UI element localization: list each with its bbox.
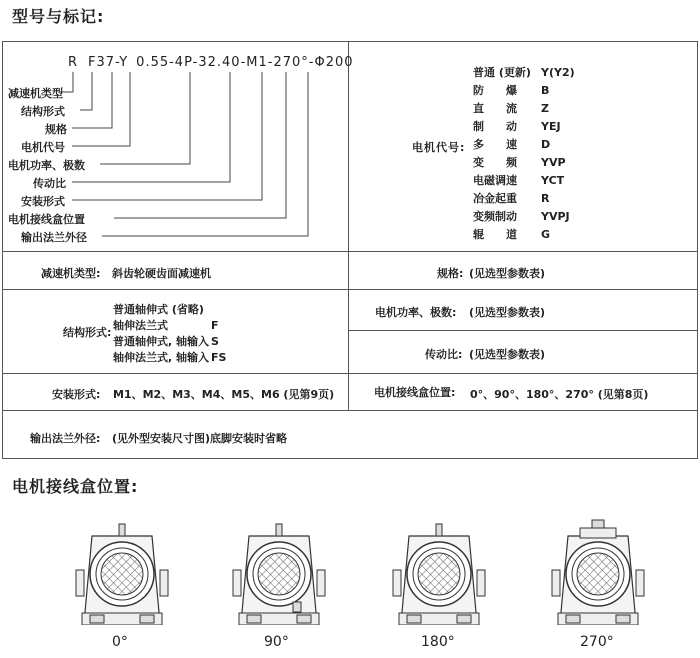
legend-flange: 输出法兰外径 [21,231,87,244]
box-value: 0°、90°、180°、270° (见第8页) [470,388,649,401]
code-part-mount: -M1 [240,55,268,70]
legend-box-position: 电机接线盒位置 [8,213,85,226]
legend-mount: 安装形式 [21,195,65,208]
ratio-value: (见选型参数表) [469,348,546,361]
section-title-terminal-box: 电机接线盒位置: [12,477,139,496]
motor-code: YEJ [541,120,561,133]
motor-name: 变频制动 [473,210,517,223]
motor-code: D [541,138,551,151]
motor-name: 制 动 [473,120,517,133]
structure-name: 轴伸法兰式, 轴输入 [113,351,210,364]
motor-name: 电磁调速 [473,174,517,187]
structure-list [113,301,226,365]
ratio-label: 传动比: [425,348,463,361]
motor-code: Z [541,102,549,115]
motor-code: YVP [541,156,566,169]
motor-code: YCT [541,174,565,187]
reducer-0 [76,524,168,625]
flange-value: (见外型安装尺寸图)底脚安装时省略 [112,432,288,445]
reducer-180 [393,524,485,625]
power-label: 电机功率、极数: [375,306,457,319]
motor-code: G [541,228,551,241]
structure-name: 轴伸法兰式 [113,319,168,332]
code-part-flange: -Φ200 [308,55,354,70]
motor-name: 变 频 [473,156,517,169]
position-label-180: 180° [421,634,455,650]
code-part-box: -270° [267,55,309,70]
structure-name: 普通轴伸式, 轴输入 [113,335,210,348]
type-value: 斜齿轮硬齿面减速机 [112,267,211,280]
flange-label: 输出法兰外径: [30,432,101,445]
motor-name: 多 速 [473,138,517,151]
power-value: (见选型参数表) [469,306,546,319]
position-label-0: 0° [112,634,128,650]
legend-type: 减速机类型 [8,87,63,100]
structure-code: FS [211,351,227,364]
motor-name: 冶金起重 [473,192,517,205]
box-label: 电机接线盒位置: [374,386,456,399]
position-label-270: 270° [580,634,614,650]
code-part-r: R [68,55,79,70]
structure-label: 结构形式: [63,326,112,339]
legend-motor-code: 电机代号 [21,141,65,154]
reducer-270 [552,520,644,625]
code-part-f: F [88,55,97,70]
mount-label: 安装形式: [52,388,101,401]
legend-ratio: 传动比 [33,177,66,190]
spec-label: 规格: [437,267,464,280]
motor-name: 辊 道 [473,228,517,241]
legend-power: 电机功率、极数 [8,159,85,172]
section-title-model: 型号与标记: [12,7,105,26]
motor-code: B [541,84,550,97]
motor-code-list [473,64,575,244]
legend-spec: 规格 [45,123,67,136]
mount-value: M1、M2、M3、M4、M5、M6 (见第9页) [113,388,335,401]
structure-name: 普通轴伸式 (省略) [113,303,204,316]
code-part-power: 0.55-4P [136,55,193,70]
code-part-ratio: -32.40 [192,55,241,70]
terminal-box-drawings [0,505,700,625]
structure-code: S [211,335,219,348]
position-label-90: 90° [264,634,289,650]
reducer-90 [233,524,325,625]
spec-value: (见选型参数表) [469,267,546,280]
motor-code: R [541,192,550,205]
legend-structure: 结构形式 [21,105,65,118]
code-part-size: 37-Y [96,55,129,70]
type-label: 减速机类型: [41,267,101,280]
motor-code: Y(Y2) [541,66,575,79]
motor-name: 防 爆 [473,84,517,97]
motor-code: YVPJ [541,210,570,223]
motor-code-label: 电机代号: [412,141,466,154]
structure-code: F [211,319,219,332]
motor-name: 普通 (更新) [473,66,531,79]
motor-name: 直 流 [473,102,517,115]
